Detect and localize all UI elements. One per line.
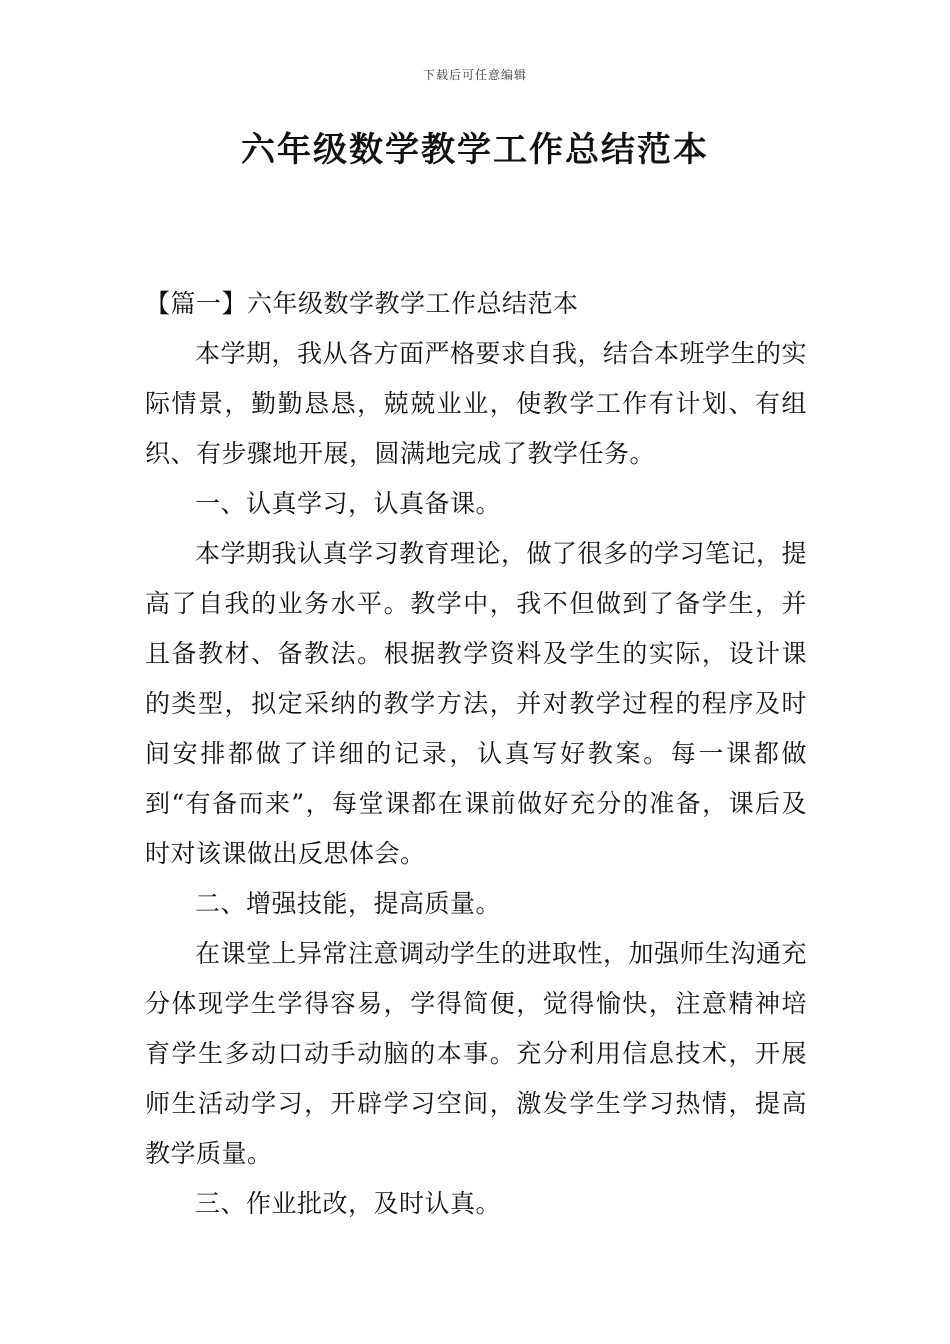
paragraph-intro: 本学期，我从各方面严格要求自我，结合本班学生的实际情景，勤勤恳恳，兢兢业业，使教学工作有计划、有组织、有步骤地开展，圆满地完成了教学任务。 [145,339,808,468]
document-body [145,279,807,1229]
subheading-skills-quality: 二、增强技能，提高质量。 [195,889,502,918]
paragraph-skills-quality: 在课堂上异常注意调动学生的进取性，加强师生沟通充分体现学生学得容易，学得简便，觉得愉快，注意精神培育学生多动口动手动脑的本事。充分利用信息技术，开展师生活动学习，开辟学习空间，激发学生学习热情，提高教学质量。 [145,939,808,1168]
document-title: 六年级数学教学工作总结范本 [241,130,709,170]
paragraph-study-prepare: 本学期我认真学习教育理论，做了很多的学习笔记，提高了自我的业务水平。教学中，我不但做到了备学生，并且备教材、备教法。根据教学资料及学生的实际，设计课的类型，拟定采纳的教学方法，并对教学过程的程序及时间安排都做了详细的记录，认真写好教案。每一课都做到“有备而来”，每堂课都在课前做好充分的准备，课后及时对该课做出反思体会。 [145,539,808,868]
subheading-study-prepare: 一、认真学习，认真备课。 [195,489,502,518]
subheading-homework: 三、作业批改，及时认真。 [195,1189,502,1218]
header-note: 下载后可任意编辑 [422,68,527,82]
section-heading: 【篇一】六年级数学教学工作总结范本 [145,289,579,318]
